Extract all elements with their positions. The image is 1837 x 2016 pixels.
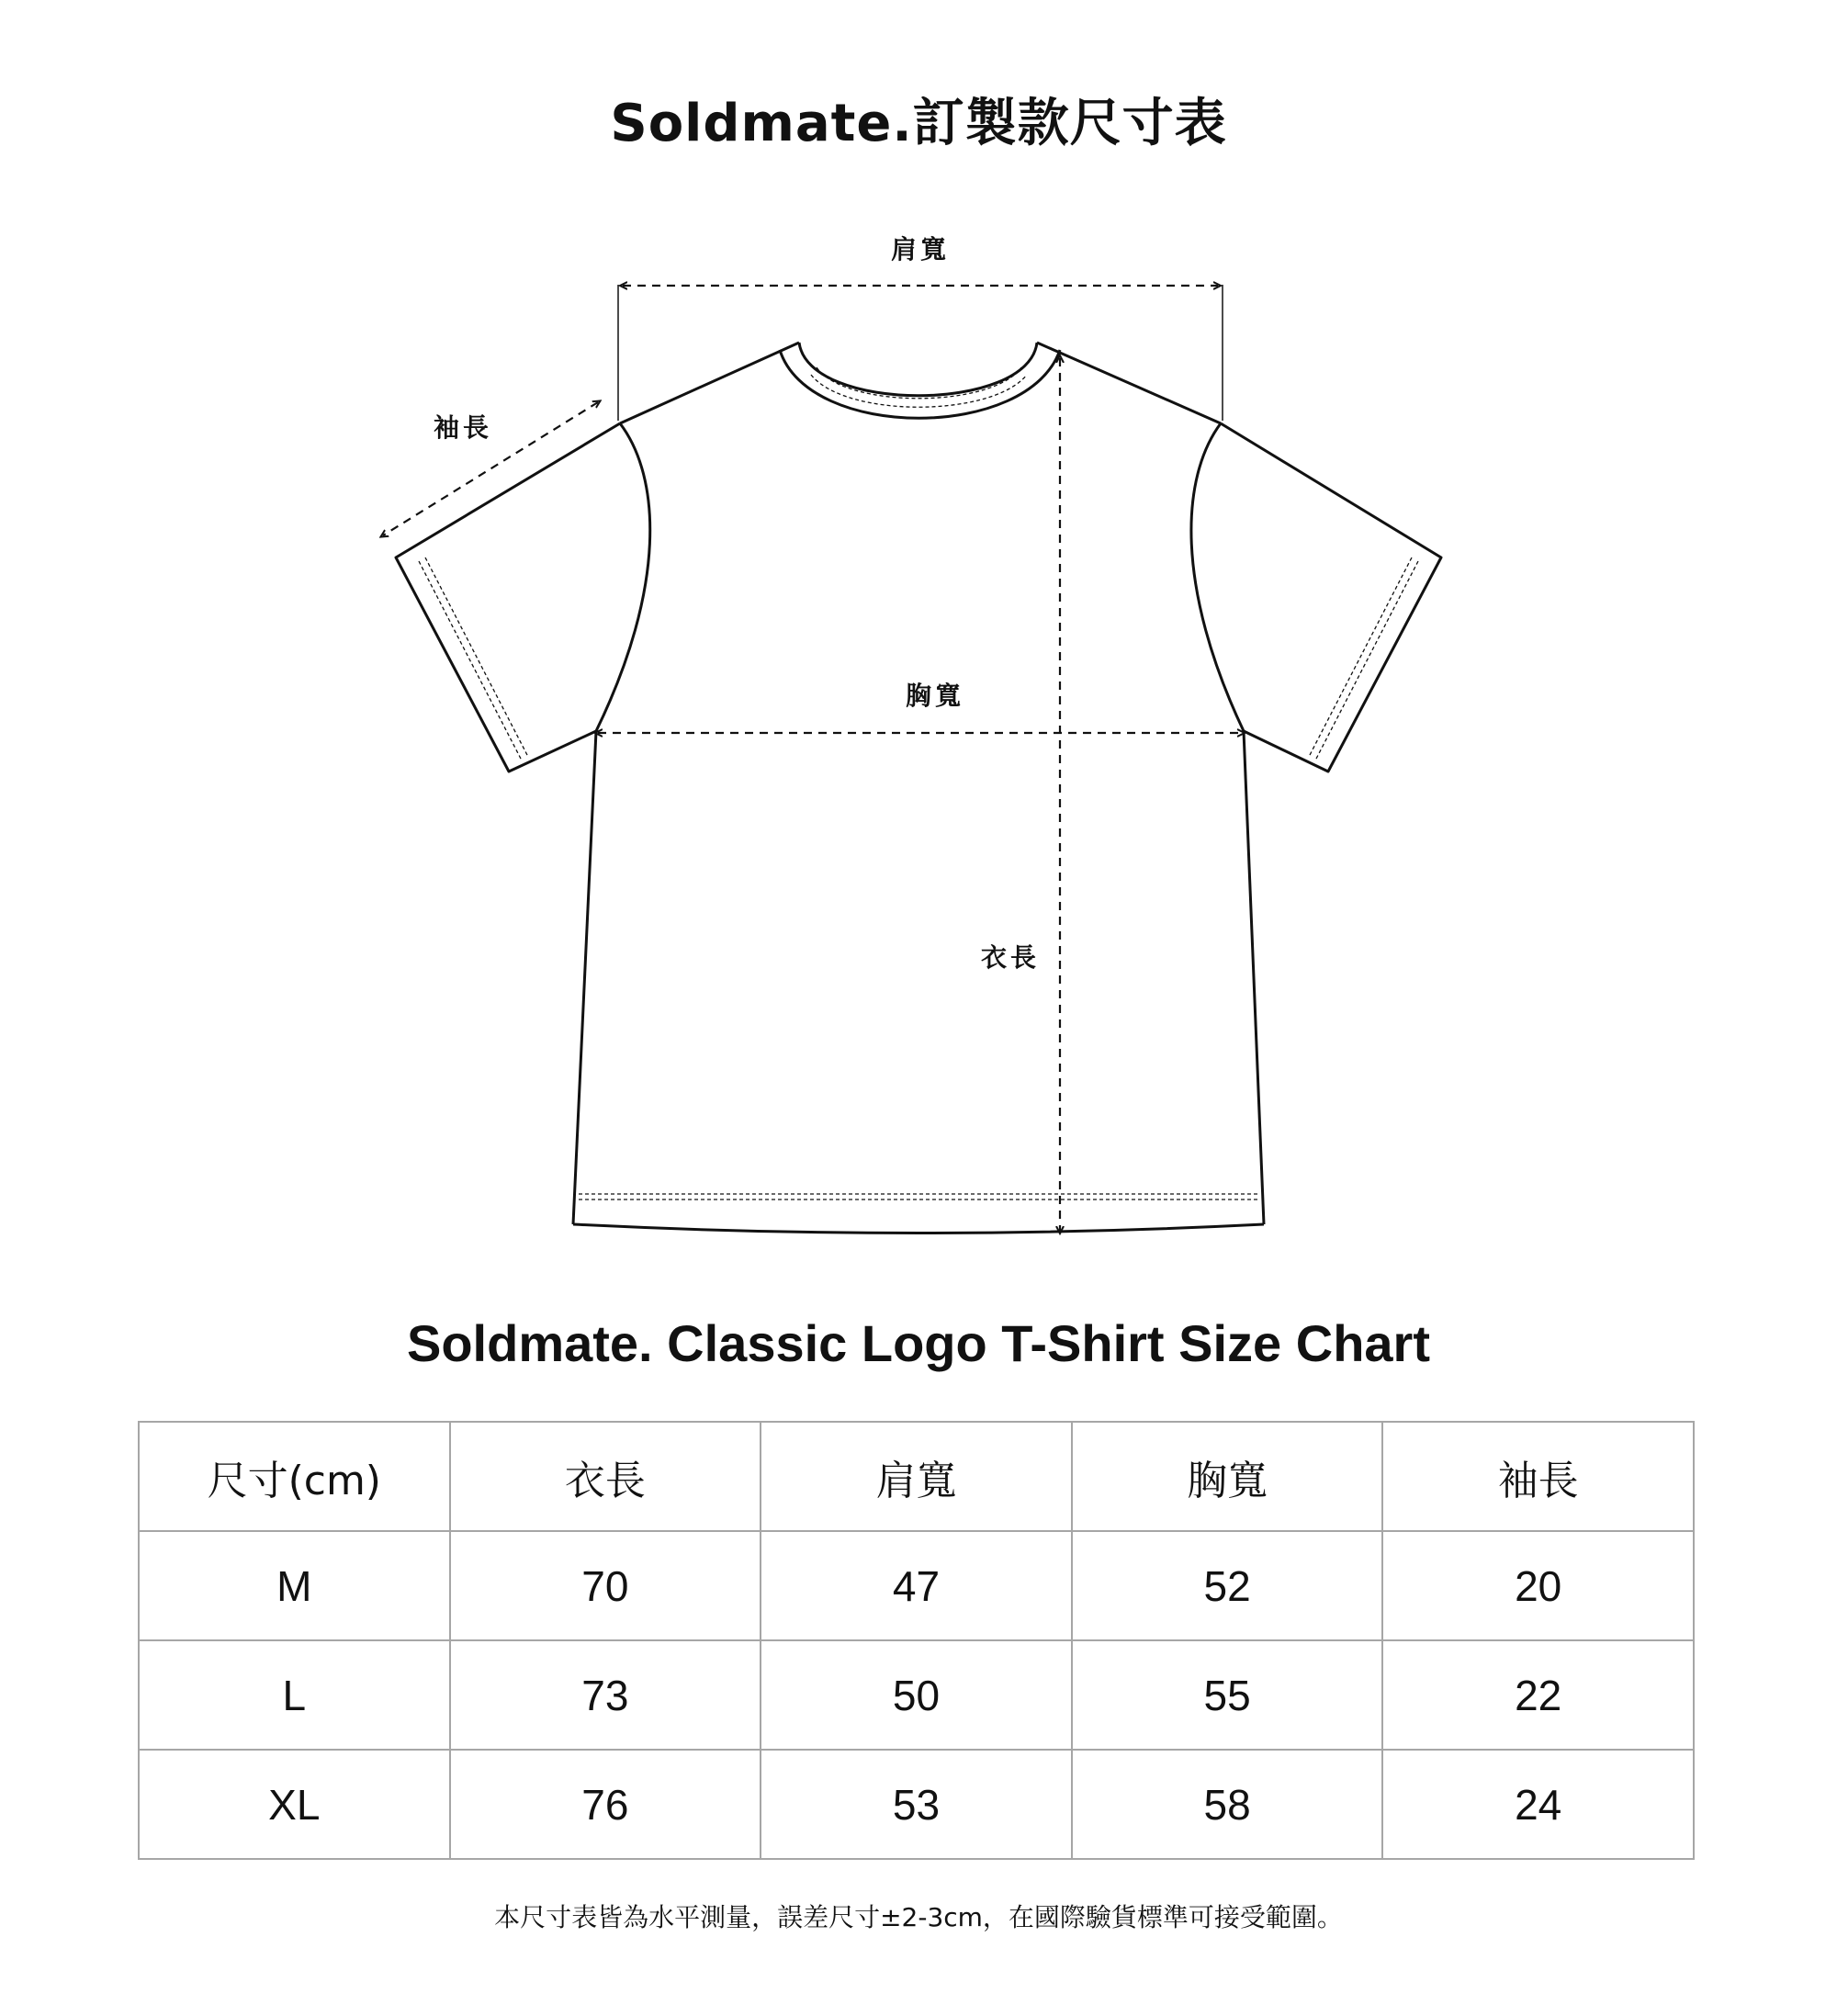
cell-shoulder-width: 53 — [761, 1750, 1072, 1859]
cell-body-length: 76 — [450, 1750, 761, 1859]
cell-chest-width: 52 — [1072, 1531, 1383, 1640]
table-row — [139, 1531, 1694, 1640]
size-chart-title: Soldmate. Classic Logo T-Shirt Size Chart — [407, 1314, 1430, 1372]
size-table — [138, 1421, 1695, 1860]
stitching-lines — [419, 367, 1418, 1199]
page-title: Soldmate.訂製款尺寸表 — [610, 94, 1227, 153]
cell-size: M — [139, 1531, 450, 1640]
measurement-guides — [383, 285, 1242, 1231]
cell-shoulder-width: 50 — [761, 1640, 1072, 1750]
header-chest-width: 胸寬 — [1072, 1422, 1383, 1531]
cell-body-length: 70 — [450, 1531, 761, 1640]
cell-size: XL — [139, 1750, 450, 1859]
sleeve-length-label: 袖長 — [433, 412, 493, 443]
header-size: 尺寸(cm) — [139, 1422, 450, 1531]
shoulder-width-label: 肩寬 — [890, 234, 951, 265]
cell-body-length: 73 — [450, 1640, 761, 1750]
cell-chest-width: 55 — [1072, 1640, 1383, 1750]
chest-width-label: 胸寬 — [905, 681, 965, 711]
table-row — [139, 1750, 1694, 1859]
header-sleeve-length: 袖長 — [1382, 1422, 1694, 1531]
cell-sleeve-length: 22 — [1382, 1640, 1694, 1750]
cell-size: L — [139, 1640, 450, 1750]
cell-sleeve-length: 20 — [1382, 1531, 1694, 1640]
header-shoulder-width: 肩寬 — [761, 1422, 1072, 1531]
body-length-label: 衣長 — [980, 942, 1041, 973]
table-header-row — [139, 1422, 1694, 1531]
cell-shoulder-width: 47 — [761, 1531, 1072, 1640]
measurement-note: 本尺寸表皆為水平測量，誤差尺寸±2-3cm，在國際驗貨標準可接受範圍。 — [494, 1902, 1343, 1932]
table-row — [139, 1640, 1694, 1750]
tshirt-outline — [396, 343, 1441, 1233]
header-body-length: 衣長 — [450, 1422, 761, 1531]
cell-chest-width: 58 — [1072, 1750, 1383, 1859]
cell-sleeve-length: 24 — [1382, 1750, 1694, 1859]
